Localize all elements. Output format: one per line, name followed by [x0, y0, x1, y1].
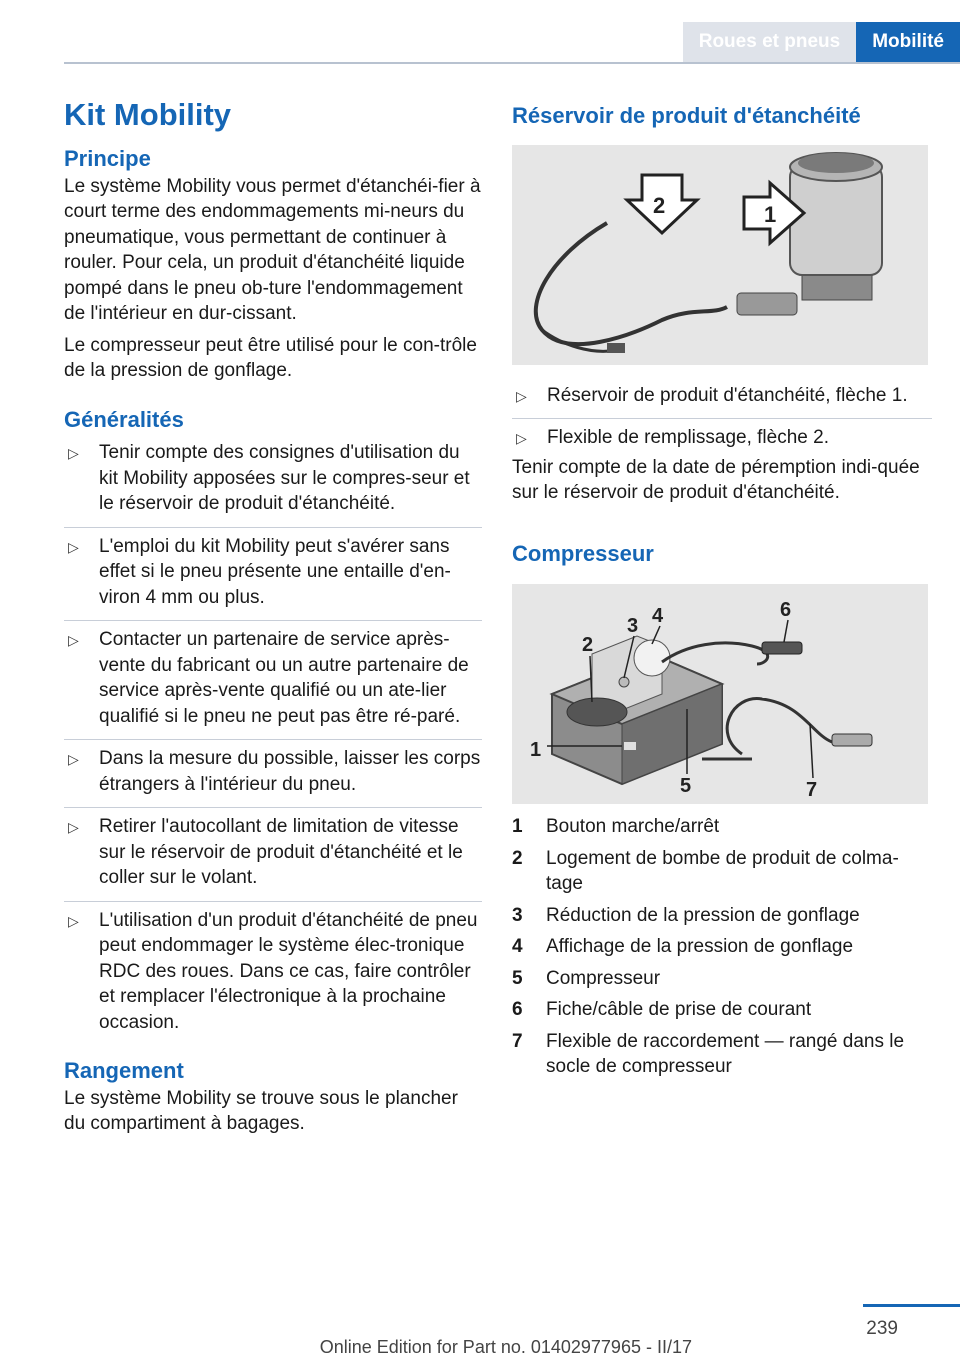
figure-label: 6: [780, 599, 792, 622]
right-column: [512, 96, 932, 1086]
triangle-bullet-icon: ▷: [516, 430, 527, 447]
list-item: 7 Flexible de raccordement — rangé dans le socle de compresseur: [512, 1030, 905, 1078]
sealant-reservoir-figure: [512, 145, 928, 365]
tab-mobilite[interactable]: Mobilité: [856, 22, 960, 62]
compressor-illustration: [512, 584, 928, 804]
power-plug-shape: [762, 642, 802, 654]
left-column: [64, 96, 482, 1137]
section-heading-reservoir: Réservoir de produit d'étanchéité: [512, 103, 861, 128]
list-item: ▷ Réservoir de produit d'étanchéité, flèche 1.: [512, 377, 932, 420]
connection-hose-shape: [727, 699, 832, 754]
section-heading-rangement: Rangement: [64, 1058, 184, 1084]
page-number: 239: [866, 1318, 898, 1339]
triangle-bullet-icon: ▷: [68, 538, 79, 555]
sealant-reservoir-illustration: [512, 145, 928, 365]
fill-hose-shape: [536, 223, 727, 344]
expiry-note: Tenir compte de la date de péremption indi-quée sur le réservoir de produit d'étanchéité.: [512, 456, 920, 504]
figure-label: 1: [530, 739, 542, 762]
list-item: 1 Bouton marche/arrêt: [512, 816, 720, 838]
triangle-bullet-icon: ▷: [68, 445, 79, 462]
list-item: ▷ Flexible de remplissage, flèche 2.: [512, 419, 932, 455]
section-heading-principe: Principe: [64, 146, 151, 172]
section-heading-compresseur: Compresseur: [512, 540, 654, 566]
pressure-gauge-shape: [634, 640, 670, 676]
triangle-bullet-icon: ▷: [516, 387, 527, 404]
list-item: ▷ L'utilisation d'un produit d'étanchéité de pneu peut endommager le système élec-tronique RDC des roues. Dans ce cas, faire contrôler et remplacer l'électronique à la prochaine occasion.: [68, 909, 478, 1033]
valve-fitting-shape: [737, 293, 797, 315]
footer-rule: [863, 1304, 960, 1307]
section-heading-generalites: Généralités: [64, 406, 184, 432]
edition-note: Online Edition for Part no. 01402977965 - II/17: [319, 1337, 692, 1357]
list-item: 6 Fiche/câble de prise de courant: [512, 999, 812, 1021]
header-rule: [64, 62, 960, 64]
list-item: ▷ Tenir compte des consignes d'utilisation du kit Mobility apposées sur le compres-seur et le réservoir de produit d'étanchéité.: [64, 434, 482, 528]
triangle-bullet-icon: ▷: [68, 912, 79, 929]
figure-label: 5: [680, 775, 692, 798]
compressor-parts-list: [512, 814, 932, 1080]
principe-paragraph-1: Le système Mobility vous permet d'étanchéi-fier à court terme des endommagements mi-neurs du pneumatique, vous permettant de continuer à rouler. Pour cela, un produit d'étanchéité liquide pompé dans le pneu ob-ture l'endommagement de l'intérieur en dur-cissant.: [64, 175, 481, 325]
power-button-shape: [624, 742, 636, 750]
figure-label: 7: [806, 779, 818, 802]
principe-paragraph-2: Le compresseur peut être utilisé pour le con-trôle de la pression de gonflage.: [64, 334, 477, 382]
list-item: 3 Réduction de la pression de gonflage: [512, 904, 860, 926]
figure-label: 1: [764, 201, 777, 227]
tab-roues-et-pneus[interactable]: Roues et pneus: [683, 22, 856, 62]
figure-label: 4: [652, 605, 664, 628]
triangle-bullet-icon: ▷: [68, 819, 79, 836]
page-title: Kit Mobility: [64, 97, 232, 132]
triangle-bullet-icon: ▷: [68, 632, 79, 649]
triangle-bullet-icon: ▷: [68, 751, 79, 768]
list-item: ▷ Dans la mesure du possible, laisser les corps étrangers à l'intérieur du pneu.: [64, 740, 482, 808]
rangement-paragraph: Le système Mobility se trouve sous le plancher du compartiment à bagages.: [64, 1087, 458, 1135]
figure-label: 3: [627, 615, 639, 638]
list-item: 4 Affichage de la pression de gonflage: [512, 936, 854, 958]
list-item: ▷ L'emploi du kit Mobility peut s'avérer sans effet si le pneu présente une entaille d'en-viron 4 mm ou plus.: [64, 528, 482, 622]
list-item: 5 Compresseur: [512, 967, 661, 989]
figure-label: 2: [582, 634, 594, 657]
list-item: ▷ Retirer l'autocollant de limitation de vitesse sur le réservoir de produit d'étanchéité et le coller sur le volant.: [64, 808, 482, 902]
reservoir-list: [512, 377, 932, 455]
compressor-figure: [512, 584, 928, 804]
figure-label: 2: [653, 192, 666, 218]
chapter-tabs: [683, 22, 960, 62]
list-item: 2 Logement de bombe de produit de colma-tage: [512, 847, 899, 895]
generalites-list: [64, 434, 482, 1045]
list-item: ▷ Contacter un partenaire de service après-vente du fabricant ou un autre partenaire de service après-vente qualifié ou un ate-lier qualifié si le pneu ne peut pas être ré-paré.: [64, 621, 482, 740]
